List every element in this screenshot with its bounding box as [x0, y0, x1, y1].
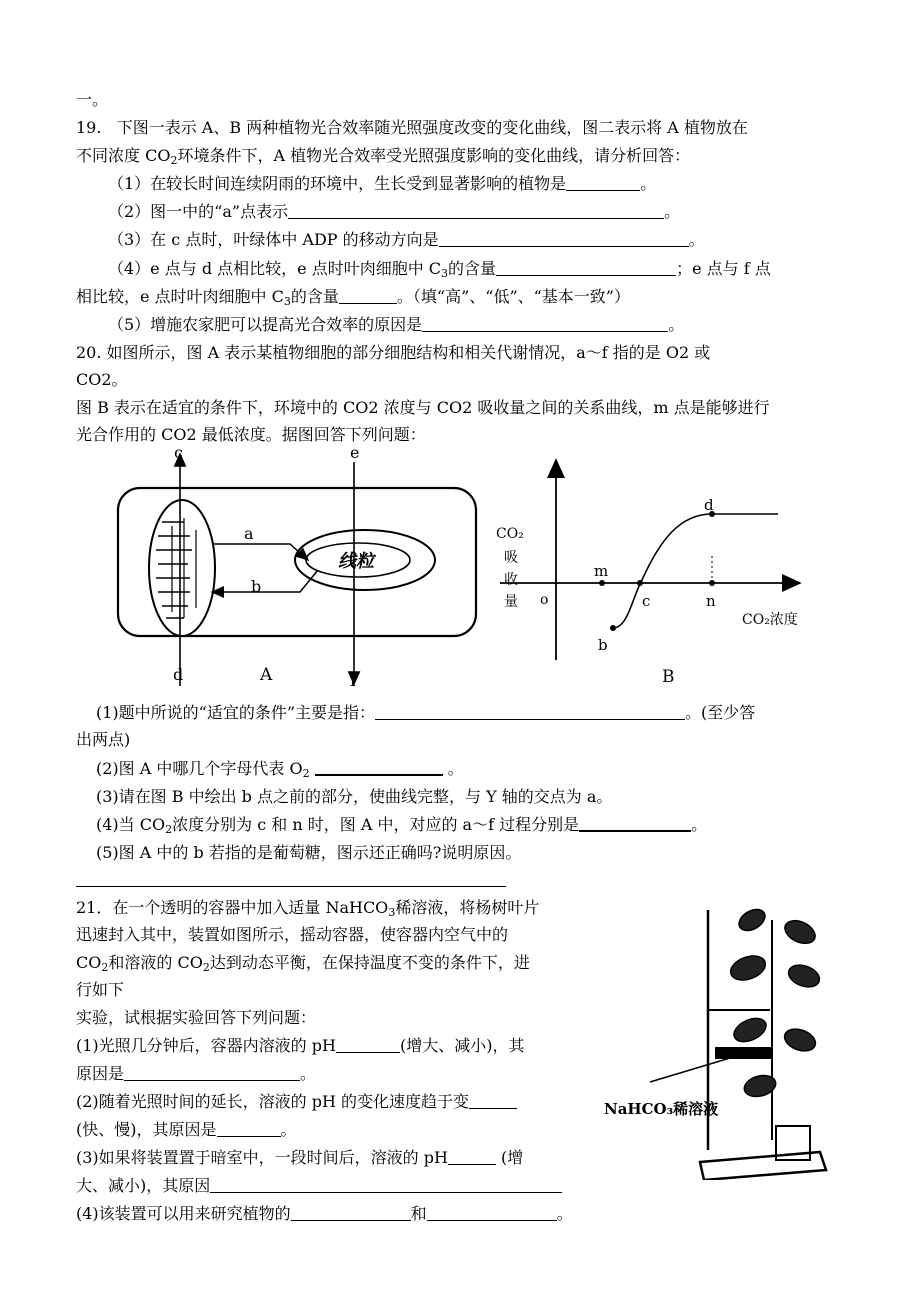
q21-sub1: [76, 1033, 524, 1059]
q20-sub2-end: 。: [447, 759, 464, 778]
q21-l6b: (增大、减小)，其: [399, 1036, 525, 1055]
x-axis-label: CO₂浓度: [742, 612, 798, 628]
q21-l3-sub2: 2: [202, 961, 210, 974]
q21-l12b: 和: [410, 1204, 427, 1223]
q19-stem-text: 下图一表示 A、B 两种植物光合效率随光照强度改变的变化曲线，图二表示将 A 植物放在: [116, 118, 748, 137]
q20-sub1-cont: 出两点): [76, 730, 131, 749]
q21-l11a: 大、减小)，其原因: [76, 1176, 211, 1195]
q21-sub4: [76, 1201, 573, 1227]
q21-l7a: 原因是: [76, 1064, 125, 1083]
q20-sub2-text: (2)图 A 中哪几个字母代表 O: [96, 759, 303, 778]
figure-b: [490, 440, 830, 690]
q20-sub3: (3)请在图 B 中绘出 b 点之前的部分，使曲线完整，与 Y 轴的交点为 a。: [96, 787, 613, 806]
q19-part3-blank[interactable]: [439, 228, 689, 247]
q19-part5-text: （5）增施农家肥可以提高光合效率的原因是: [108, 315, 423, 334]
q20-sub5: (5)图 A 中的 b 若指的是葡萄糖，图示还正确吗?说明原因。: [96, 843, 522, 862]
origin-label: o: [540, 592, 549, 608]
point-c: [637, 580, 643, 586]
stand-base: [700, 1152, 826, 1180]
q19-part2-blank[interactable]: [288, 200, 664, 219]
label-e: e: [350, 443, 360, 462]
c-label: c: [642, 592, 651, 610]
q21-l3b: 和溶液的 CO: [108, 953, 203, 972]
q20-line3: 图 B 表示在适宜的条件下，环境中的 CO2 浓度与 CO2 吸收量之间的关系曲线，m 点是能够进行: [76, 398, 770, 417]
q20-sub4-text-b: 浓度分别为 c 和 n 时，图 A 中，对应的 a～f 过程分别是: [172, 815, 580, 834]
q20-line2: CO2。: [76, 370, 128, 389]
q21-l10a: (3)如果将装置置于暗室中，一段时间后，溶液的 pH: [76, 1148, 448, 1167]
n-label: n: [706, 592, 716, 610]
q21-l3-sub1: 2: [101, 961, 109, 974]
label-pointer: [650, 1058, 730, 1082]
nahco3-label: NaHCO₃稀溶液: [604, 1100, 719, 1118]
y-label-3: 量: [504, 594, 518, 610]
q20-sub1: [96, 700, 755, 726]
q21-l1-sub: 3: [388, 906, 396, 919]
leaf-6: [782, 1025, 819, 1055]
q19-part1-end: 。: [640, 174, 657, 193]
top-fragment: 一。: [76, 90, 109, 109]
leaf-4: [786, 961, 823, 991]
q19-part1-blank[interactable]: [566, 172, 640, 191]
q19-part4-blank2[interactable]: [339, 285, 397, 304]
q19-stem2a: 不同浓度 CO: [76, 146, 171, 165]
point-b: [610, 625, 616, 631]
q19-part4-text-c: ；e 点与 f 点: [676, 259, 771, 278]
q19-part3-text: （3）在 c 点时，叶绿体中 ADP 的移动方向是: [108, 230, 439, 249]
q20-sub2-sub: 2: [302, 767, 310, 780]
q21-line4: 行如下: [76, 980, 125, 999]
chloroplast: [149, 500, 215, 636]
q19-number: 19.: [76, 118, 102, 137]
q21-l8a: (2)随着光照时间的延长，溶液的 pH 的变化速度趋于变: [76, 1092, 470, 1111]
leaf-3: [727, 952, 768, 985]
q21-l1b: 稀溶液，将杨树叶片: [395, 898, 540, 917]
m-label: m: [594, 562, 609, 580]
container-dark: [716, 1048, 772, 1058]
q20-sub1-text: (1)题中所说的“适宜的条件”主要是指：: [96, 703, 376, 722]
q19-stem-line1: [76, 115, 748, 141]
q19-stem-line2: [76, 143, 690, 174]
q21-study-blank1[interactable]: [291, 1202, 411, 1221]
q21-l6a: (1)光照几分钟后，容器内溶液的 pH: [76, 1036, 336, 1055]
q21-sub2-cont: [76, 1117, 297, 1143]
label-d: d: [173, 665, 184, 684]
q19-part4-sub: 3: [441, 267, 449, 280]
label-c: c: [174, 443, 183, 462]
b-label: b: [598, 636, 608, 654]
arrow-a: [212, 544, 308, 560]
point-n: [709, 580, 715, 586]
label-a: a: [244, 524, 254, 543]
q21-l12a: (4)该装置可以用来研究植物的: [76, 1204, 291, 1223]
q21-line5: 实验，试根据实验回答下列问题：: [76, 1008, 317, 1027]
y-label-2: 收: [504, 572, 518, 588]
q19-part4-text-a: （4）e 点与 d 点相比较，e 点时叶肉细胞中 C: [108, 259, 442, 278]
q20-sub4-blank[interactable]: [579, 812, 691, 832]
leaf-2: [781, 916, 818, 948]
q19-part4-blank1[interactable]: [496, 257, 676, 276]
q20-sub1-end: 。(至少答: [685, 703, 756, 722]
q21-sub3-cont: [76, 1173, 562, 1199]
caption-a: A: [260, 665, 273, 685]
q21-sub3: [76, 1145, 523, 1171]
q20-sub4-end: 。: [691, 815, 708, 834]
q21-l12c: 。: [556, 1204, 573, 1223]
y-label-1: 吸: [504, 550, 518, 566]
point-m: [599, 580, 605, 586]
q19-part5: [108, 312, 684, 338]
q21-l7b: 。: [300, 1064, 317, 1083]
apparatus-figure: [600, 890, 860, 1180]
q19-part5-blank[interactable]: [422, 313, 668, 332]
q19-part4: [108, 256, 771, 287]
q21-reason-blank2[interactable]: [217, 1118, 281, 1137]
q21-l9b: 。: [280, 1120, 297, 1139]
absorption-curve: [613, 514, 778, 628]
q19-part4-sub2: 3: [283, 295, 291, 308]
q21-l3c: 达到动态平衡，在保持温度不变的条件下，进: [209, 953, 530, 972]
organelle-text: 线粒: [338, 551, 374, 572]
leaf-1: [735, 905, 768, 935]
q19-part2-text: （2）图一中的“a”点表示: [108, 202, 289, 221]
q20-sub2-blank[interactable]: [315, 756, 443, 776]
q21-sub2: [76, 1089, 517, 1115]
q21-ph-blank2[interactable]: [448, 1146, 496, 1165]
q19-part4-text-d: 相比较，e 点时叶肉细胞中 C: [76, 287, 284, 306]
q21-ph-blank1[interactable]: [336, 1034, 400, 1053]
q19-part2: [108, 199, 680, 225]
q20-line4: 光合作用的 CO2 最低浓度。据图回答下列问题：: [76, 425, 426, 444]
label-b: b: [251, 577, 262, 596]
q21-l10b: (增: [501, 1148, 524, 1167]
figure-a: [100, 440, 500, 690]
q21-speed-blank[interactable]: [469, 1090, 517, 1109]
q20-sub4: [96, 812, 707, 843]
mitochondrion: [295, 530, 435, 590]
q20-sub2: [96, 756, 464, 787]
label-f: f: [350, 671, 356, 690]
q19-part3-end: 。: [688, 230, 705, 249]
q19-part4-cont: [76, 284, 630, 315]
q21-l1a: 21．在一个透明的容器中加入适量 NaHCO: [76, 898, 389, 917]
q21-reason-blank1[interactable]: [124, 1062, 300, 1081]
q19-part4-text-b: 的含量: [448, 259, 497, 278]
d-label: d: [704, 496, 714, 514]
q19-part3: [108, 227, 705, 253]
q19-part1: [108, 171, 656, 197]
q19-part2-end: 。: [664, 202, 681, 221]
q20-sub4-text-a: (4)当 CO: [96, 815, 166, 834]
y-label-co2: CO₂: [496, 526, 524, 542]
q21-l3a: CO: [76, 953, 102, 972]
q19-stem2-sub: 2: [170, 154, 178, 167]
q19-part4-text-e: 的含量: [290, 287, 339, 306]
q19-part1-text: （1）在较长时间连续阴雨的环境中，生长受到显著影响的植物是: [108, 174, 567, 193]
q21-line2: 迅速封入其中，装置如图所示，摇动容器，使容器内空气中的: [76, 925, 509, 944]
q20-sub1-blank[interactable]: [375, 701, 685, 720]
q21-study-blank2[interactable]: [427, 1202, 557, 1221]
q21-sub1-cont: [76, 1061, 316, 1087]
q21-line3: [76, 950, 530, 981]
q19-part4-text-f: 。（填“高”、“低”、“基本一致”）: [396, 287, 630, 306]
q21-l9a: (快、慢)，其原因是: [76, 1120, 217, 1139]
q21-reason-blank3[interactable]: [210, 1174, 562, 1193]
q20-sub4-sub: 2: [165, 823, 173, 836]
q20-line1: 20. 如图所示，图 A 表示某植物细胞的部分细胞结构和相关代谢情况，a～f 指的是 O2 或: [76, 343, 711, 362]
q19-stem2b: 环境条件下，A 植物光合效率受光照强度影响的变化曲线，请分析回答：: [177, 146, 691, 165]
caption-b: B: [662, 667, 675, 687]
leaf-5: [730, 1014, 769, 1046]
q20-sub5-answer-line[interactable]: [76, 886, 506, 887]
q19-part5-end: 。: [668, 315, 685, 334]
